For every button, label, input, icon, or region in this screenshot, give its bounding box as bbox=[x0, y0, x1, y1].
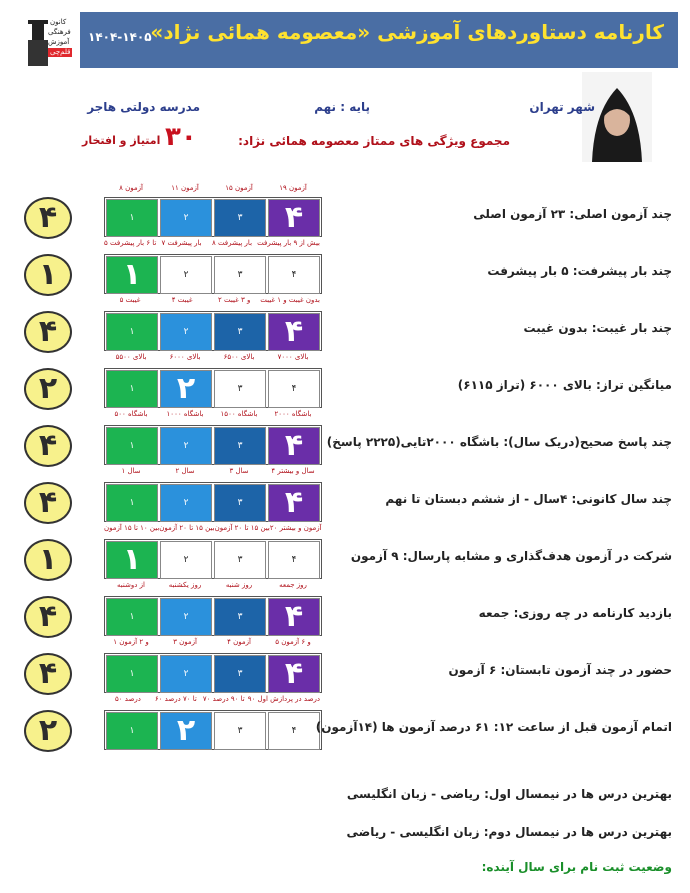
score-badge: ۴ bbox=[24, 653, 72, 695]
threshold-label: ۵ تا ۶ بار پیشرفت bbox=[104, 239, 157, 247]
threshold-labels bbox=[104, 296, 320, 304]
level-cell-3: ۳ bbox=[214, 598, 266, 636]
threshold-label: ۴ سال و بیشتر bbox=[271, 467, 315, 475]
level-cell-2: ۲ bbox=[160, 712, 212, 750]
level-cell-2: ۲ bbox=[160, 655, 212, 693]
score-badge: ۴ bbox=[24, 482, 72, 524]
level-cell-1: ۱ bbox=[106, 484, 158, 522]
achievement-question: حضور در چند آزمون تابستان: ۶ آزمون bbox=[448, 663, 672, 677]
level-cell-1: ۱ bbox=[106, 370, 158, 408]
threshold-label: ۱ سال bbox=[121, 467, 141, 475]
threshold-label: ۸ بار پیشرفت bbox=[211, 239, 253, 247]
level-cell-3: ۳ bbox=[214, 427, 266, 465]
threshold-label: بدون غیبت و ۱ غیبت bbox=[260, 296, 320, 304]
score-badge: ۴ bbox=[24, 596, 72, 638]
threshold-label: ۶۰ تا ۷۰ درصد bbox=[154, 695, 197, 703]
level-cell-1: ۱ bbox=[106, 712, 158, 750]
threshold-label: از دوشنبه bbox=[117, 581, 145, 589]
achievement-row bbox=[0, 596, 690, 654]
student-photo bbox=[582, 72, 652, 162]
threshold-labels bbox=[104, 467, 320, 475]
threshold-label: روز جمعه bbox=[279, 581, 307, 589]
threshold-label: بالای ۶۵۰۰ bbox=[223, 353, 255, 361]
threshold-label: بین ۱۵ تا ۲۰ آزمون bbox=[214, 524, 270, 532]
level-cell-2: ۲ bbox=[160, 598, 212, 636]
threshold-label: ۲ سال bbox=[175, 467, 195, 475]
achievement-question: اتمام آزمون قبل از ساعت ۱۲: ۶۱ درصد آزمون ها (۱۴آزمون) bbox=[315, 720, 672, 734]
threshold-label: ۵ و ۶ آزمون bbox=[275, 638, 311, 646]
threshold-label: ۸ آزمون bbox=[119, 184, 143, 192]
achievement-question: چند بار پیشرفت: ۵ بار پیشرفت bbox=[487, 264, 672, 278]
achievement-row bbox=[0, 254, 690, 312]
report-title: کارنامه دستاوردهای آموزشی «معصومه همائی نژاد» bbox=[150, 20, 664, 44]
threshold-label: بالای ۷۰۰۰ bbox=[277, 353, 309, 361]
achievement-question: چند پاسخ صحیح(دریک سال): باشگاه ۲۰۰۰تایی(۲۲۲۵ پاسخ) bbox=[326, 435, 672, 449]
achievement-row bbox=[0, 482, 690, 540]
level-cells bbox=[104, 311, 322, 351]
logo-text-2: فرهنگی bbox=[48, 28, 71, 36]
threshold-label: ۷ بار پیشرفت bbox=[161, 239, 202, 247]
threshold-label: ۹۰ درصد در پردازش اول bbox=[247, 695, 321, 703]
threshold-labels bbox=[104, 239, 320, 247]
threshold-labels bbox=[104, 353, 320, 361]
level-cells bbox=[104, 596, 322, 636]
total-score-suffix: امتیاز و افتخار bbox=[82, 134, 161, 147]
threshold-label: روز شنبه bbox=[225, 581, 253, 589]
level-cell-1: ۱ bbox=[106, 541, 158, 579]
report-years: ۱۴۰۴-۱۴۰۵ bbox=[88, 30, 152, 44]
level-cell-2: ۲ bbox=[160, 256, 212, 294]
level-cell-2: ۲ bbox=[160, 199, 212, 237]
achievement-row bbox=[0, 425, 690, 483]
level-cell-2: ۲ bbox=[160, 313, 212, 351]
level-cell-3: ۳ bbox=[214, 655, 266, 693]
threshold-label: ۲۰ آزمون و بیشتر bbox=[269, 524, 322, 532]
achievement-question: چند سال کانونی: ۴سال - از ششم دبستان تا نهم bbox=[385, 492, 672, 506]
score-badge: ۲ bbox=[24, 368, 72, 410]
threshold-label: ۱۱ آزمون bbox=[171, 184, 199, 192]
threshold-label: ۱۹ آزمون bbox=[279, 184, 307, 192]
threshold-label: روز یکشنبه bbox=[168, 581, 202, 589]
level-cell-2: ۲ bbox=[160, 541, 212, 579]
best-subjects-first-term: بهترین درس ها در نیمسال اول: ریاضی - زبان انگلیسی bbox=[346, 787, 672, 801]
level-cells bbox=[104, 710, 322, 750]
achievement-question: چند بار غیبت: بدون غیبت bbox=[523, 321, 672, 335]
score-badge: ۲ bbox=[24, 710, 72, 752]
achievement-question: میانگین تراز: بالای ۶۰۰۰ (تراز ۶۱۱۵) bbox=[457, 378, 672, 392]
achievement-question: شرکت در آزمون هدف‌گذاری و مشابه پارسال: ۹ آزمون bbox=[350, 549, 672, 563]
level-cell-4: ۴ bbox=[268, 256, 320, 294]
level-cell-3: ۳ bbox=[214, 256, 266, 294]
threshold-label: باشگاه ۵۰۰ bbox=[114, 410, 148, 418]
threshold-label: ۴ آزمون bbox=[227, 638, 251, 646]
level-cells bbox=[104, 539, 322, 579]
level-cell-3: ۳ bbox=[214, 313, 266, 351]
threshold-label: بیش از ۹ بار پیشرفت bbox=[257, 239, 321, 247]
threshold-labels bbox=[104, 524, 320, 532]
level-cell-2: ۲ bbox=[160, 427, 212, 465]
level-cell-4: ۴ bbox=[268, 655, 320, 693]
achievement-row bbox=[0, 710, 690, 768]
grade-label: پایه : نهم bbox=[314, 100, 370, 114]
score-badge: ۱ bbox=[24, 254, 72, 296]
threshold-label: ۳ آزمون bbox=[173, 638, 197, 646]
achievement-row bbox=[0, 197, 690, 255]
level-cell-4: ۴ bbox=[268, 541, 320, 579]
level-cell-3: ۳ bbox=[214, 370, 266, 408]
threshold-label: ۱۵ آزمون bbox=[225, 184, 253, 192]
kanoon-logo bbox=[22, 18, 72, 68]
city-label: شهر تهران bbox=[529, 100, 595, 114]
level-cells bbox=[104, 482, 322, 522]
threshold-label: ۲ و ۳ غیبت bbox=[218, 296, 251, 304]
threshold-label: باشگاه ۲۰۰۰ bbox=[274, 410, 312, 418]
level-cell-1: ۱ bbox=[106, 655, 158, 693]
top-thresholds bbox=[104, 184, 320, 192]
achievement-question: بازدید کارنامه در چه روزی: جمعه bbox=[478, 606, 672, 620]
threshold-label: ۷۰ تا ۹۰ درصد bbox=[202, 695, 245, 703]
level-cell-2: ۲ bbox=[160, 370, 212, 408]
threshold-label: باشگاه ۱۵۰۰ bbox=[220, 410, 258, 418]
threshold-label: ۳ سال bbox=[229, 467, 249, 475]
logo-text-4: قلم‌چی bbox=[50, 48, 71, 56]
achievement-row bbox=[0, 311, 690, 369]
achievement-row bbox=[0, 368, 690, 426]
level-cell-3: ۳ bbox=[214, 541, 266, 579]
level-cells bbox=[104, 653, 322, 693]
level-cells bbox=[104, 197, 322, 237]
achievement-row bbox=[0, 539, 690, 597]
level-cell-1: ۱ bbox=[106, 313, 158, 351]
level-cell-2: ۲ bbox=[160, 484, 212, 522]
score-badge: ۴ bbox=[24, 197, 72, 239]
level-cell-4: ۴ bbox=[268, 370, 320, 408]
threshold-label: ۵۰ درصد bbox=[115, 695, 141, 703]
header-bar bbox=[80, 12, 678, 68]
level-cell-1: ۱ bbox=[106, 427, 158, 465]
level-cell-3: ۳ bbox=[214, 199, 266, 237]
level-cell-4: ۴ bbox=[268, 598, 320, 636]
level-cell-4: ۴ bbox=[268, 313, 320, 351]
registration-status: وضعیت ثبت نام برای سال آینده: bbox=[481, 860, 672, 874]
level-cell-1: ۱ bbox=[106, 256, 158, 294]
level-cells bbox=[104, 254, 322, 294]
threshold-labels bbox=[104, 695, 320, 703]
threshold-label: بین ۱۵ تا ۲۰ آزمون bbox=[159, 524, 215, 532]
score-badge: ۴ bbox=[24, 311, 72, 353]
score-badge: ۱ bbox=[24, 539, 72, 581]
best-subjects-second-term: بهترین درس ها در نیمسال دوم: زبان انگلیسی - ریاضی bbox=[346, 825, 672, 839]
level-cell-4: ۴ bbox=[268, 712, 320, 750]
threshold-labels bbox=[104, 638, 320, 646]
level-cell-4: ۴ bbox=[268, 484, 320, 522]
level-cell-4: ۴ bbox=[268, 427, 320, 465]
logo-text-1: کانون bbox=[50, 18, 67, 26]
level-cell-1: ۱ bbox=[106, 199, 158, 237]
level-cells bbox=[104, 425, 322, 465]
achievement-row bbox=[0, 653, 690, 711]
total-score-label: مجموع ویژگی های ممتاز معصومه همائی نژاد: bbox=[238, 134, 510, 148]
threshold-label: بالای ۶۰۰۰ bbox=[169, 353, 201, 361]
threshold-labels bbox=[104, 581, 320, 589]
school-label: مدرسه دولتی هاجر bbox=[87, 100, 200, 114]
threshold-label: بالای ۵۵۰۰ bbox=[115, 353, 147, 361]
achievement-question: چند آزمون اصلی: ۲۳ آزمون اصلی bbox=[473, 207, 672, 221]
level-cells bbox=[104, 368, 322, 408]
threshold-label: ۱ و ۲ آزمون bbox=[113, 638, 149, 646]
level-cell-3: ۳ bbox=[214, 484, 266, 522]
level-cell-4: ۴ bbox=[268, 199, 320, 237]
score-badge: ۴ bbox=[24, 425, 72, 467]
threshold-label: ۴ غیبت bbox=[171, 296, 193, 304]
threshold-label: ۵ غیبت bbox=[119, 296, 141, 304]
threshold-label: بین ۱۰ تا ۱۵ آزمون bbox=[104, 524, 160, 532]
total-score-value: ۳۰ bbox=[165, 122, 197, 152]
threshold-label: باشگاه ۱۰۰۰ bbox=[166, 410, 204, 418]
level-cell-3: ۳ bbox=[214, 712, 266, 750]
logo-text-3: آموزش bbox=[48, 38, 70, 46]
threshold-labels bbox=[104, 410, 320, 418]
level-cell-1: ۱ bbox=[106, 598, 158, 636]
